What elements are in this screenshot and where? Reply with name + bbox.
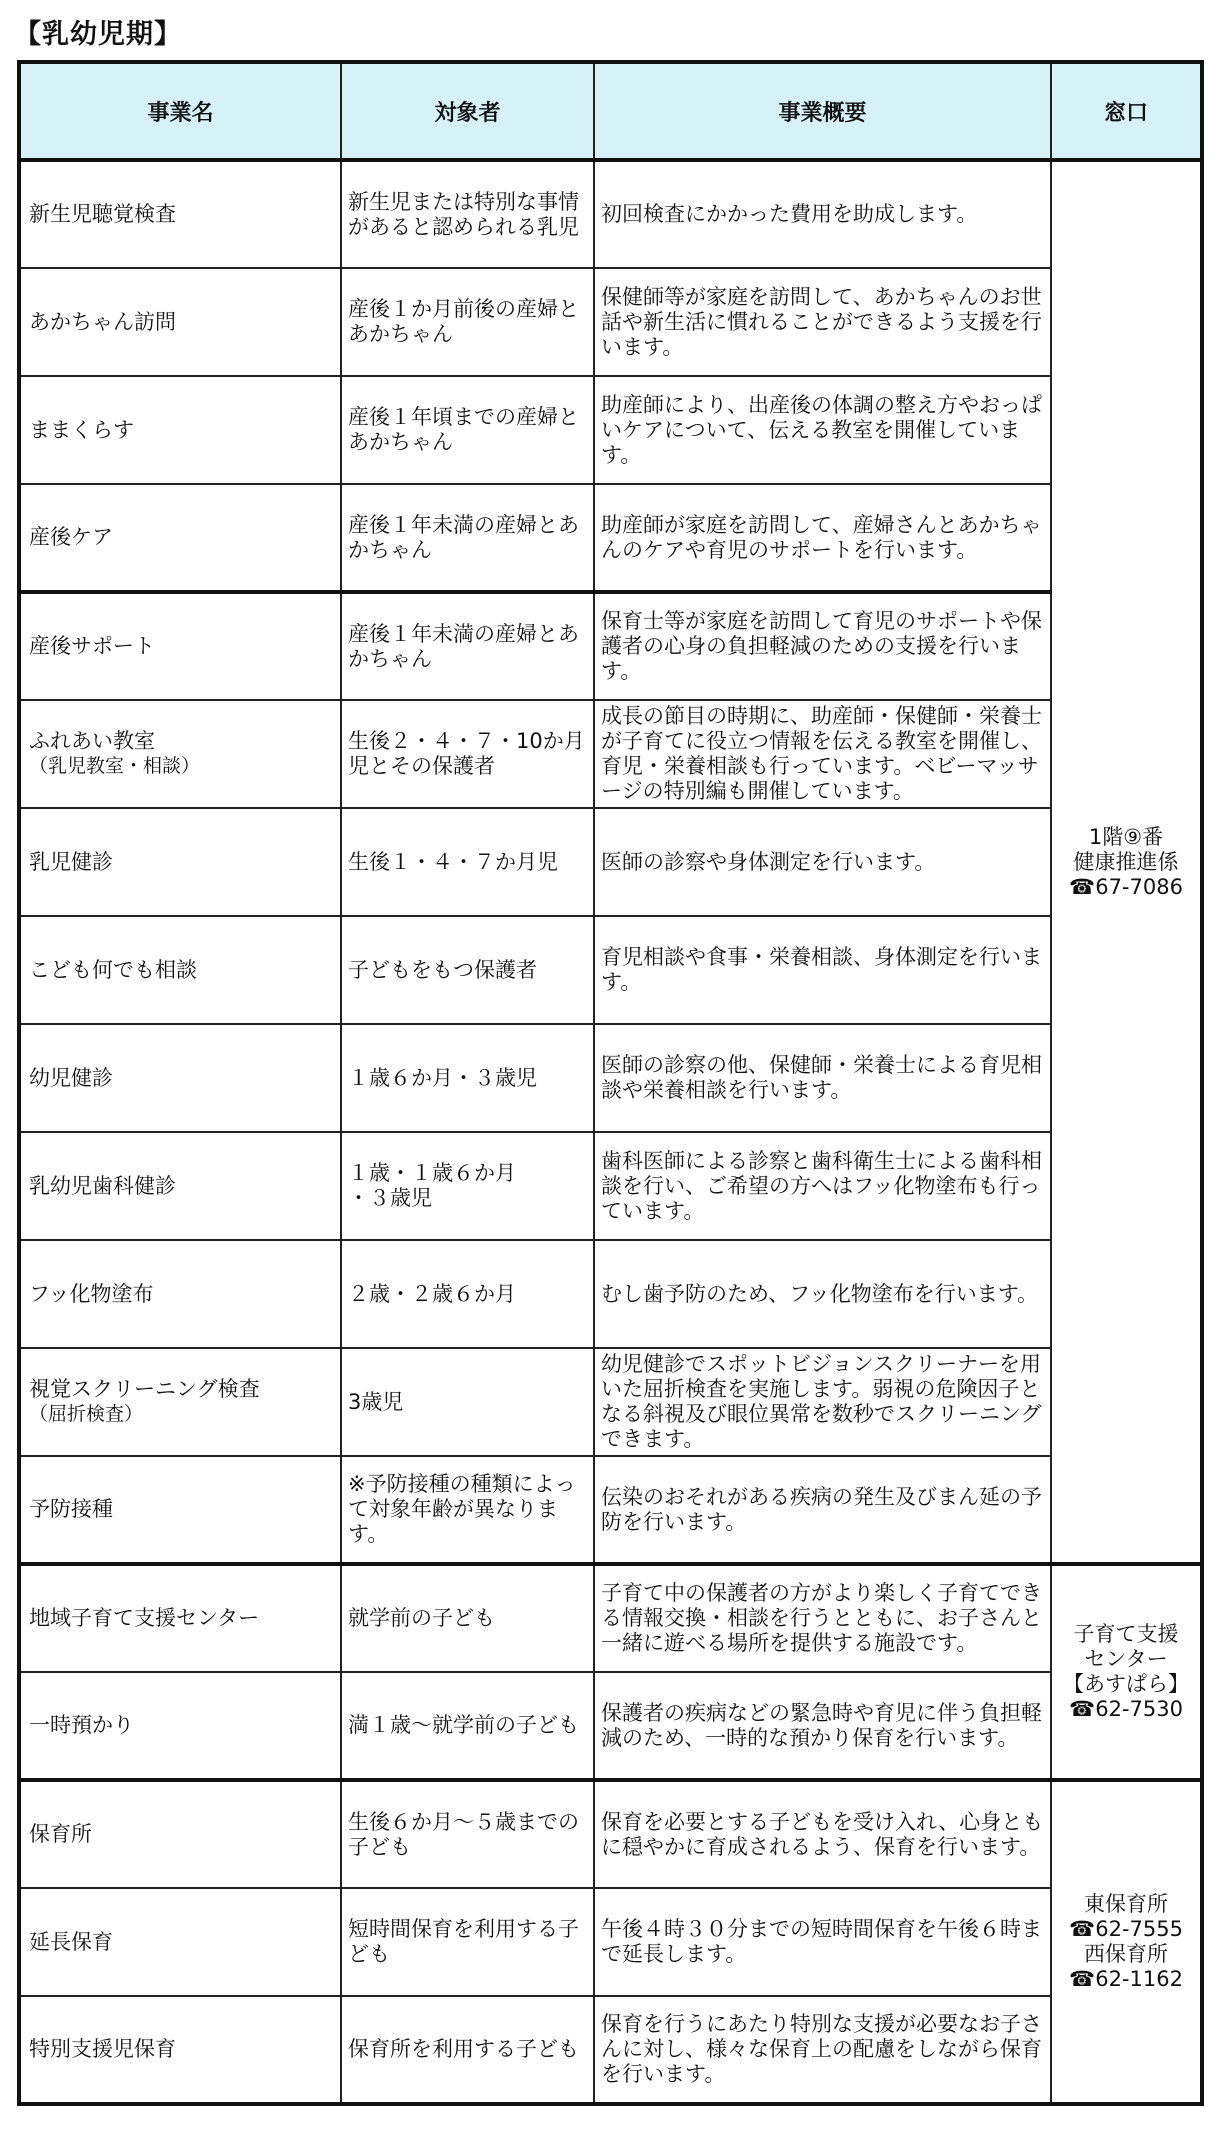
row-target: 生後２・４・７・10か月児とその保護者 <box>341 700 594 808</box>
row-summary: 保護者の疾病などの緊急時や育児に伴う負担軽減のため、一時的な預かり保育を行います。 <box>594 1672 1051 1780</box>
table-row <box>19 1132 1202 1240</box>
row-name: 産後ケア <box>19 484 341 592</box>
row-summary: むし歯予防のため、フッ化物塗布を行います。 <box>594 1240 1051 1348</box>
table-row <box>19 376 1202 484</box>
table-row <box>19 1888 1202 1996</box>
table-row <box>19 160 1202 268</box>
row-target: 短時間保育を利用する子ども <box>341 1888 594 1996</box>
row-target: 満１歳～就学前の子ども <box>341 1672 594 1780</box>
page-title: 【乳幼児期】 <box>14 19 182 50</box>
table-row <box>19 1780 1202 1888</box>
table-row <box>19 1456 1202 1564</box>
row-name: こども何でも相談 <box>19 916 341 1024</box>
table-row <box>19 916 1202 1024</box>
row-summary: 育児相談や食事・栄養相談、身体測定を行います。 <box>594 916 1051 1024</box>
table-row <box>19 1672 1202 1780</box>
row-summary: 保健師等が家庭を訪問して、あかちゃんのお世話や新生活に慣れることができるよう支援を行います。 <box>594 268 1051 376</box>
table-row <box>19 700 1202 808</box>
header-target: 対象者 <box>341 62 594 160</box>
row-summary: 子育て中の保護者の方がより楽しく子育てできる情報交換・相談を行うとともに、お子さんと一緒に遊べる場所を提供する施設です。 <box>594 1564 1051 1672</box>
contact-health: 1階⑨番 健康推進係 ☎67-7086 <box>1051 160 1202 1564</box>
row-target: 産後１年頃までの産婦とあかちゃん <box>341 376 594 484</box>
table-row <box>19 1996 1202 2104</box>
row-target: ※予防接種の種類によって対象年齢が異なります。 <box>341 1456 594 1564</box>
row-target: 3歳児 <box>341 1348 594 1456</box>
row-name-main: ふれあい教室 <box>29 729 155 753</box>
row-target: 産後１年未満の産婦とあかちゃん <box>341 592 594 700</box>
row-summary: 午後４時３０分までの短時間保育を午後６時まで延長します。 <box>594 1888 1051 1996</box>
row-summary: 助産師が家庭を訪問して、産婦さんとあかちゃんのケアや育児のサポートを行います。 <box>594 484 1051 592</box>
row-name: 幼児健診 <box>19 1024 341 1132</box>
table-header-row <box>19 62 1202 160</box>
row-name: あかちゃん訪問 <box>19 268 341 376</box>
contact-kosodate: 子育て支援 センター 【あすぱら】 ☎62-7530 <box>1051 1564 1202 1780</box>
row-name: 乳児健診 <box>19 808 341 916</box>
row-name: 予防接種 <box>19 1456 341 1564</box>
row-name: 新生児聴覚検査 <box>19 160 341 268</box>
row-name: 一時預かり <box>19 1672 341 1780</box>
row-name <box>19 700 341 808</box>
header-name: 事業名 <box>19 62 341 160</box>
row-summary: 保育を行うにあたり特別な支援が必要なお子さんに対し、様々な保育上の配慮をしながら保育を行います。 <box>594 1996 1051 2104</box>
contact-hoikusho: 東保育所 ☎62-7555 西保育所 ☎62-1162 <box>1051 1780 1202 2104</box>
row-target: 新生児または特別な事情があると認められる乳児 <box>341 160 594 268</box>
row-summary: 初回検査にかかった費用を助成します。 <box>594 160 1051 268</box>
row-name: 乳幼児歯科健診 <box>19 1132 341 1240</box>
table-row <box>19 484 1202 592</box>
table-row <box>19 1240 1202 1348</box>
table-row <box>19 268 1202 376</box>
row-name <box>19 1348 341 1456</box>
row-summary: 助産師により、出産後の体調の整え方やおっぱいケアについて、伝える教室を開催しています。 <box>594 376 1051 484</box>
row-summary: 伝染のおそれがある疾病の発生及びまん延の予防を行います。 <box>594 1456 1051 1564</box>
row-summary: 医師の診察や身体測定を行います。 <box>594 808 1051 916</box>
row-name-main: 視覚スクリーニング検査 <box>29 1377 260 1401</box>
row-name: 特別支援児保育 <box>19 1996 341 2104</box>
table-row <box>19 592 1202 700</box>
row-summary: 保育士等が家庭を訪問して育児のサポートや保護者の心身の負担軽減のための支援を行います。 <box>594 592 1051 700</box>
header-summary: 事業概要 <box>594 62 1051 160</box>
row-target: 保育所を利用する子ども <box>341 1996 594 2104</box>
row-target: 就学前の子ども <box>341 1564 594 1672</box>
row-name: 保育所 <box>19 1780 341 1888</box>
row-name: 産後サポート <box>19 592 341 700</box>
row-name: 延長保育 <box>19 1888 341 1996</box>
row-target: １歳・１歳６か月 ・３歳児 <box>341 1132 594 1240</box>
row-summary: 医師の診察の他、保健師・栄養士による育児相談や栄養相談を行います。 <box>594 1024 1051 1132</box>
row-summary: 保育を必要とする子どもを受け入れ、心身ともに穏やかに育成されるよう、保育を行います。 <box>594 1780 1051 1888</box>
table-row <box>19 1564 1202 1672</box>
row-target: 生後６か月～５歳までの子ども <box>341 1780 594 1888</box>
table-row <box>19 1024 1202 1132</box>
row-target: 生後１・４・７か月児 <box>341 808 594 916</box>
row-name: ままくらす <box>19 376 341 484</box>
header-contact: 窓口 <box>1051 62 1202 160</box>
row-target: １歳６か月・３歳児 <box>341 1024 594 1132</box>
row-name-sub: （乳児教室・相談） <box>29 755 201 777</box>
row-summary: 歯科医師による診察と歯科衛生士による歯科相談を行い、ご希望の方へはフッ化物塗布も行っています。 <box>594 1132 1051 1240</box>
row-summary: 幼児健診でスポットビジョンスクリーナーを用いた屈折検査を実施します。弱視の危険因子となる斜視及び眼位異常を数秒でスクリーニングできます。 <box>594 1348 1051 1456</box>
services-table <box>17 60 1204 2106</box>
row-summary: 成長の節目の時期に、助産師・保健師・栄養士が子育てに役立つ情報を伝える教室を開催し、育児・栄養相談も行っています。ベビーマッサージの特別編も開催しています。 <box>594 700 1051 808</box>
row-target: 産後１年未満の産婦とあかちゃん <box>341 484 594 592</box>
table-row <box>19 1348 1202 1456</box>
table-row <box>19 808 1202 916</box>
row-target: ２歳・２歳６か月 <box>341 1240 594 1348</box>
row-target: 子どもをもつ保護者 <box>341 916 594 1024</box>
row-target: 産後１か月前後の産婦とあかちゃん <box>341 268 594 376</box>
row-name: 地域子育て支援センター <box>19 1564 341 1672</box>
row-name-sub: （屈折検査） <box>29 1403 144 1425</box>
row-name: フッ化物塗布 <box>19 1240 341 1348</box>
